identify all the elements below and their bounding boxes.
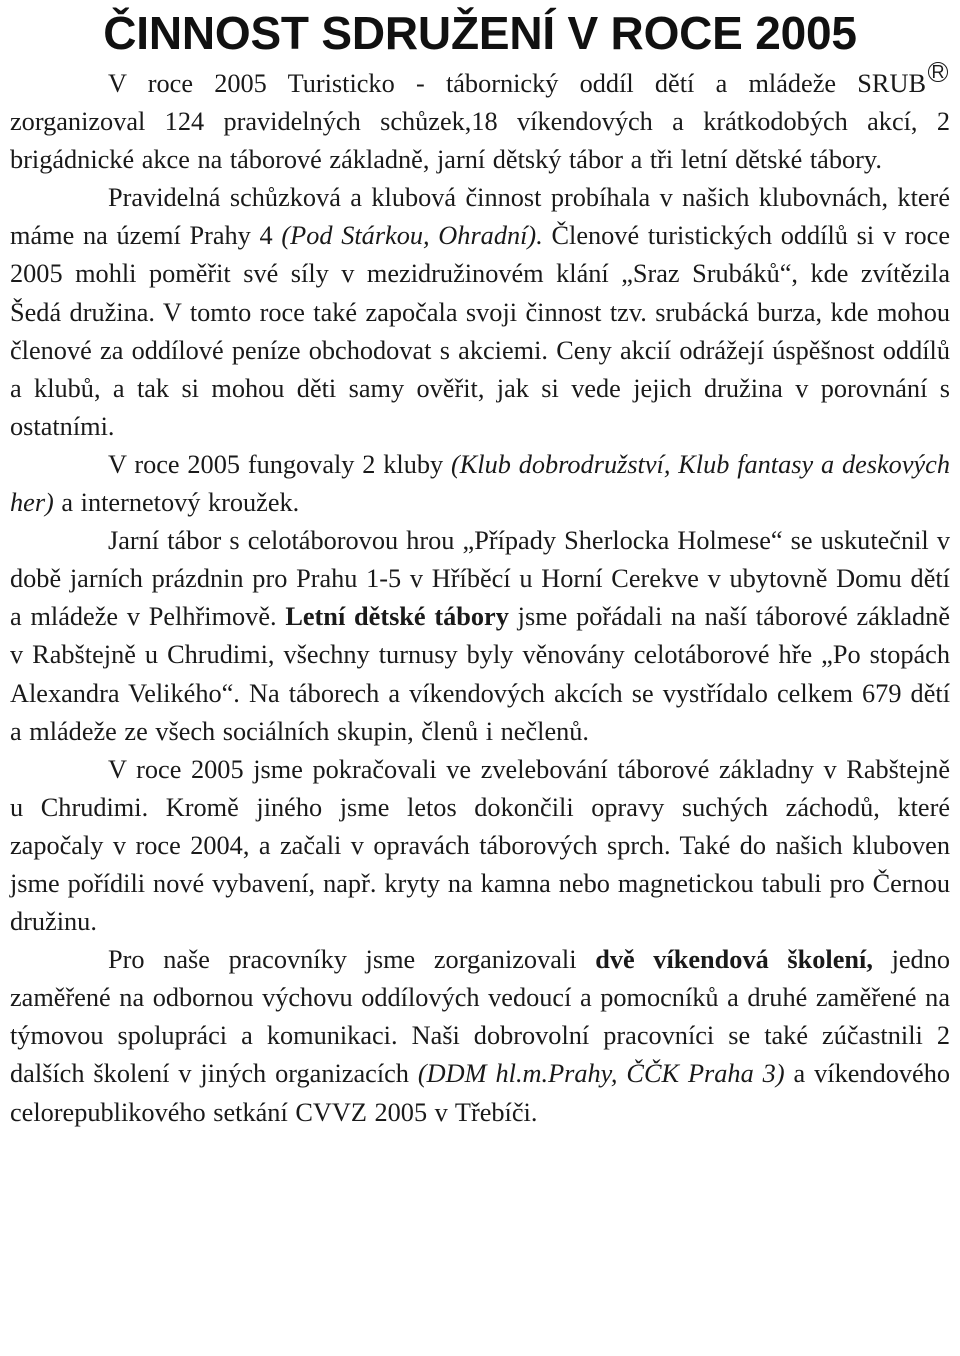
paragraph-clubs [10, 446, 950, 522]
club-text-1: Pravidelná schůzková a klubová činnost probíhala v našich klubovnách, které máme na území Prahy 4 [10, 183, 950, 251]
training-text-1: Pro naše pracovníky jsme zorganizovali [108, 945, 596, 975]
intro-text-2: zorganizoval 124 pravidelných schůzek,18 víkendových a krátkodobých akcí, 2 brigádnické akce na táborové základně, jarní dětský tábor a tři letní dětské tábory. [10, 107, 950, 175]
club-locations: (Pod Stárkou, Ohradní). [281, 221, 543, 251]
paragraph-training [10, 941, 950, 1131]
paragraph-club-activity [10, 179, 950, 446]
club-text-2: Členové turistických oddílů si v roce 2005 mohli poměřit své síly v mezidružinovém klání „Sraz Srubáků“, kde zvítězila Šedá družina. V tomto roce také započala svoji činnost tzv. srubácká burza, kde mohou členové za oddílové peníze obchodovat s akciemi. Ceny akcií odrážejí úspěšnost oddílů a klubů, a tak si mohou děti samy ověřit, jak si vede jejich družina v porovnání s ostatními. [10, 221, 950, 441]
document-title: ČINNOST SDRUŽENÍ V ROCE 2005 [103, 7, 857, 59]
paragraph-camps [10, 522, 950, 751]
camps-summer-bold: Letní dětské tábory [285, 602, 509, 632]
paragraph-base-improvements [10, 751, 950, 941]
base-text-1: V roce 2005 jsme pokračovali ve zvelebování táborové základny v Rabštejně u Chrudimi. Kromě jiného jsme letos dokončili opravy suchých záchodů, které započaly v roce 2004, a začali v opravách táborových sprch. Také do našich kluboven jsme pořídili nové vybavení, např. kryty na kamna nebo magnetickou tabuli pro Černou družinu. [10, 754, 950, 937]
training-orgs: (DDM hl.m.Prahy, ČČK Praha 3) [417, 1059, 785, 1089]
paragraph-intro [10, 62, 950, 179]
clubs-text-2: a internetový kroužek. [53, 488, 300, 518]
intro-text-1: V roce 2005 Turisticko - tábornický oddíl dětí a mládeže SRUB [108, 69, 926, 98]
clubs-text-1: V roce 2005 fungovaly 2 kluby [108, 449, 451, 479]
clubs-names: (Klub dobrodružství, Klub fantasy a deskových her) [10, 449, 950, 518]
camps-text-2: jsme pořádali na naší táborové základně v Rabštejně u Chrudimi, všechny turnusy byly věnovány celotáborové hře „Po stopách Alexandra Velikého“. Na táborech a víkendových akcích se vystřídalo celkem 679 dětí a mládeže ze všech sociálních skupin, členů i nečlenů. [10, 602, 950, 746]
registered-mark-icon: R [928, 62, 948, 82]
training-bold: dvě víkendová školení, [595, 945, 873, 975]
training-text-2: jedno zaměřené na odbornou výchovu oddílových vedoucí a pomocníků a druhé zaměřené na týmovou spolupráci a komunikaci. Naši dobrovolní pracovníci se také zúčastnili 2 dalších školení v jiných organizacích [10, 945, 950, 1089]
training-text-3: a víkendového celorepublikového setkání CVVZ 2005 v Třebíči. [10, 1059, 950, 1127]
camps-text-1: Jarní tábor s celotáborovou hrou „Případy Sherlocka Holmese“ se uskutečnil v době jarních prázdnin pro Prahu 1-5 v Hříběcí u Horní Cerekve v ubytovně Domu dětí a mládeže v Pelhřimově. [10, 526, 950, 632]
